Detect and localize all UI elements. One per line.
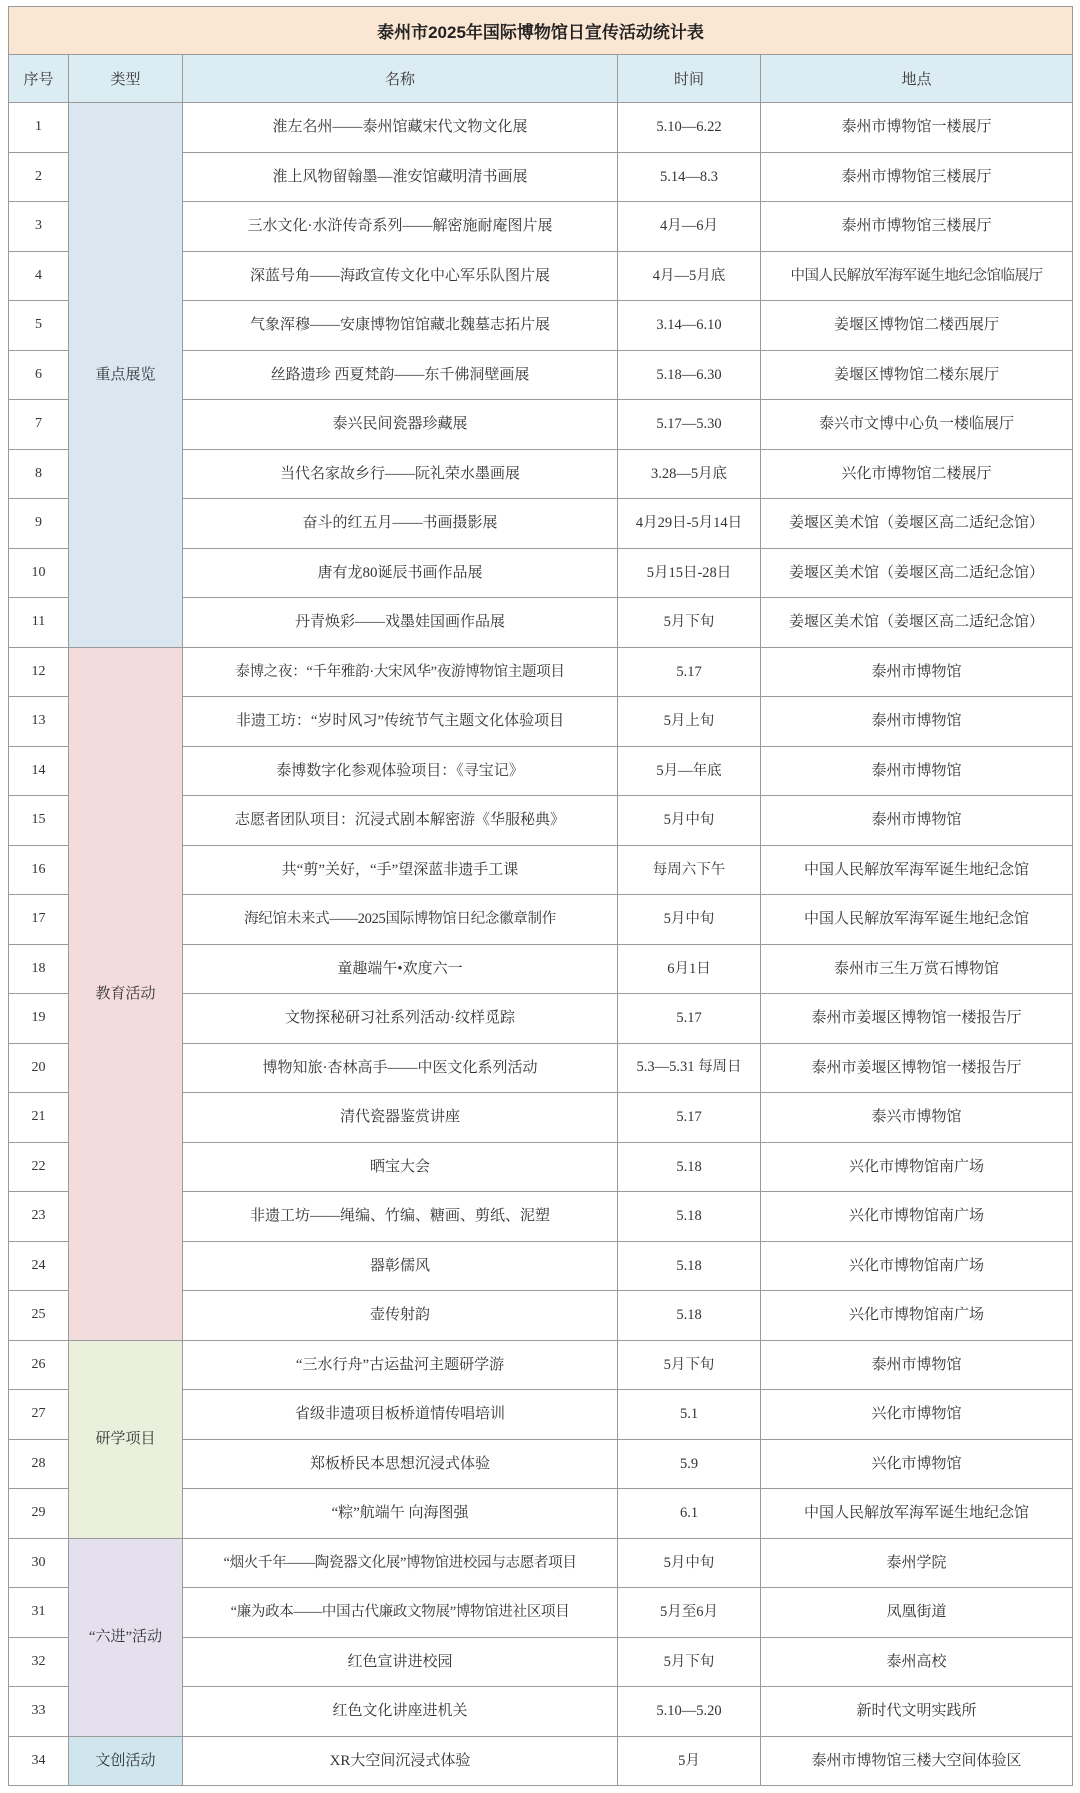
activity-name: 丹青焕彩——戏墨娃国画作品展 [183, 598, 618, 648]
row-index: 23 [9, 1192, 69, 1242]
activity-name: 清代瓷器鉴赏讲座 [183, 1093, 618, 1143]
row-index: 2 [9, 152, 69, 202]
activity-time: 5月 [618, 1736, 761, 1786]
activity-time: 5月上旬 [618, 697, 761, 747]
activity-time: 5.9 [618, 1439, 761, 1489]
activity-time: 6月1日 [618, 944, 761, 994]
activity-location: 泰州市博物馆三楼大空间体验区 [761, 1736, 1073, 1786]
activity-name: 唐有龙80诞辰书画作品展 [183, 548, 618, 598]
activity-time: 4月—6月 [618, 202, 761, 252]
activity-location: 兴化市博物馆南广场 [761, 1241, 1073, 1291]
table-row [9, 1736, 1073, 1786]
activity-location: 泰州高校 [761, 1637, 1073, 1687]
row-index: 19 [9, 994, 69, 1044]
activity-table [8, 6, 1073, 1786]
activity-location: 泰州市博物馆 [761, 796, 1073, 846]
activity-location: 兴化市博物馆 [761, 1390, 1073, 1440]
row-index: 32 [9, 1637, 69, 1687]
table-row [9, 1340, 1073, 1390]
activity-time: 4月29日-5月14日 [618, 499, 761, 549]
activity-time: 5.1 [618, 1390, 761, 1440]
activity-name: 红色文化讲座进机关 [183, 1687, 618, 1737]
row-index: 28 [9, 1439, 69, 1489]
activity-location: 凤凰街道 [761, 1588, 1073, 1638]
table-row [9, 103, 1073, 153]
activity-time: 4月—5月底 [618, 251, 761, 301]
category-cell: 教育活动 [69, 647, 183, 1340]
row-index: 10 [9, 548, 69, 598]
activity-name: 气象浑穆——安康博物馆馆藏北魏墓志拓片展 [183, 301, 618, 351]
activity-location: 兴化市博物馆南广场 [761, 1142, 1073, 1192]
category-cell: 文创活动 [69, 1736, 183, 1786]
activity-name: 壶传射韵 [183, 1291, 618, 1341]
row-index: 21 [9, 1093, 69, 1143]
activity-location: 中国人民解放军海军诞生地纪念馆 [761, 1489, 1073, 1539]
activity-time: 5月至6月 [618, 1588, 761, 1638]
activity-name: 共“剪”关好，“手”望深蓝非遗手工课 [183, 845, 618, 895]
row-index: 1 [9, 103, 69, 153]
statistics-sheet [8, 6, 1072, 1786]
row-index: 5 [9, 301, 69, 351]
activity-time: 5.18 [618, 1192, 761, 1242]
activity-location: 泰州市博物馆一楼展厅 [761, 103, 1073, 153]
activity-location: 泰兴市博物馆 [761, 1093, 1073, 1143]
activity-name: 郑板桥民本思想沉浸式体验 [183, 1439, 618, 1489]
header-name: 名称 [183, 55, 618, 103]
activity-location: 兴化市博物馆南广场 [761, 1291, 1073, 1341]
activity-location: 泰州市博物馆 [761, 1340, 1073, 1390]
activity-name: 红色宣讲进校园 [183, 1637, 618, 1687]
activity-time: 5月15日-28日 [618, 548, 761, 598]
activity-time: 5月中旬 [618, 895, 761, 945]
row-index: 13 [9, 697, 69, 747]
row-index: 12 [9, 647, 69, 697]
activity-location: 姜堰区美术馆（姜堰区高二适纪念馆） [761, 548, 1073, 598]
activity-time: 5.17 [618, 994, 761, 1044]
activity-location: 泰州市博物馆 [761, 746, 1073, 796]
row-index: 34 [9, 1736, 69, 1786]
activity-location: 中国人民解放军海军诞生地纪念馆临展厅 [761, 251, 1073, 301]
activity-location: 泰州学院 [761, 1538, 1073, 1588]
activity-name: 博物知旅·杏林高手——中医文化系列活动 [183, 1043, 618, 1093]
activity-location: 泰州市博物馆 [761, 697, 1073, 747]
activity-time: 6.1 [618, 1489, 761, 1539]
activity-name: 丝路遗珍 西夏梵韵——东千佛洞壁画展 [183, 350, 618, 400]
row-index: 4 [9, 251, 69, 301]
row-index: 30 [9, 1538, 69, 1588]
activity-name: 泰兴民间瓷器珍藏展 [183, 400, 618, 450]
activity-time: 5月下旬 [618, 1637, 761, 1687]
activity-location: 中国人民解放军海军诞生地纪念馆 [761, 895, 1073, 945]
row-index: 8 [9, 449, 69, 499]
title-row [9, 7, 1073, 55]
activity-name: “烟火千年——陶瓷器文化展”博物馆进校园与志愿者项目 [183, 1538, 618, 1588]
activity-location: 泰州市博物馆 [761, 647, 1073, 697]
activity-name: “廉为政本——中国古代廉政文物展”博物馆进社区项目 [183, 1588, 618, 1638]
header-index: 序号 [9, 55, 69, 103]
row-index: 6 [9, 350, 69, 400]
activity-time: 5.3—5.31 每周日 [618, 1043, 761, 1093]
activity-location: 泰州市姜堰区博物馆一楼报告厅 [761, 994, 1073, 1044]
activity-location: 兴化市博物馆 [761, 1439, 1073, 1489]
activity-time: 5月—年底 [618, 746, 761, 796]
activity-name: 文物探秘研习社系列活动·纹样觅踪 [183, 994, 618, 1044]
activity-time: 5.17 [618, 647, 761, 697]
activity-name: 奋斗的红五月——书画摄影展 [183, 499, 618, 549]
activity-time: 5月下旬 [618, 598, 761, 648]
activity-time: 5.10—6.22 [618, 103, 761, 153]
activity-time: 5.14—8.3 [618, 152, 761, 202]
activity-time: 5月下旬 [618, 1340, 761, 1390]
row-index: 7 [9, 400, 69, 450]
row-index: 22 [9, 1142, 69, 1192]
header-row [9, 55, 1073, 103]
activity-location: 姜堰区博物馆二楼西展厅 [761, 301, 1073, 351]
activity-name: 器彰儒风 [183, 1241, 618, 1291]
activity-name: 当代名家故乡行——阮礼荣水墨画展 [183, 449, 618, 499]
activity-location: 泰州市姜堰区博物馆一楼报告厅 [761, 1043, 1073, 1093]
activity-time: 5月中旬 [618, 1538, 761, 1588]
table-title: 泰州市2025年国际博物馆日宣传活动统计表 [9, 7, 1073, 55]
activity-time: 5.18—6.30 [618, 350, 761, 400]
category-cell: 重点展览 [69, 103, 183, 648]
activity-name: “三水行舟”古运盐河主题研学游 [183, 1340, 618, 1390]
row-index: 25 [9, 1291, 69, 1341]
row-index: 15 [9, 796, 69, 846]
activity-location: 新时代文明实践所 [761, 1687, 1073, 1737]
activity-name: 淮上风物留翰墨—淮安馆藏明清书画展 [183, 152, 618, 202]
activity-time: 3.14—6.10 [618, 301, 761, 351]
activity-time: 5.18 [618, 1142, 761, 1192]
activity-time: 5.17 [618, 1093, 761, 1143]
row-index: 14 [9, 746, 69, 796]
activity-name: 海纪馆未来式——2025国际博物馆日纪念徽章制作 [183, 895, 618, 945]
activity-time: 5.17—5.30 [618, 400, 761, 450]
activity-location: 中国人民解放军海军诞生地纪念馆 [761, 845, 1073, 895]
activity-location: 姜堰区美术馆（姜堰区高二适纪念馆） [761, 499, 1073, 549]
activity-name: 非遗工坊：“岁时风习”传统节气主题文化体验项目 [183, 697, 618, 747]
row-index: 9 [9, 499, 69, 549]
activity-name: 晒宝大会 [183, 1142, 618, 1192]
category-cell: 研学项目 [69, 1340, 183, 1538]
row-index: 17 [9, 895, 69, 945]
activity-name: 泰博数字化参观体验项目：《寻宝记》 [183, 746, 618, 796]
activity-time: 每周六下午 [618, 845, 761, 895]
row-index: 33 [9, 1687, 69, 1737]
row-index: 16 [9, 845, 69, 895]
activity-location: 泰州市博物馆三楼展厅 [761, 152, 1073, 202]
table-body [9, 103, 1073, 1786]
activity-name: 童趣端午•欢度六一 [183, 944, 618, 994]
activity-name: 淮左名州——泰州馆藏宋代文物文化展 [183, 103, 618, 153]
activity-name: 泰博之夜：“千年雅韵·大宋风华”夜游博物馆主题项目 [183, 647, 618, 697]
activity-location: 兴化市博物馆二楼展厅 [761, 449, 1073, 499]
activity-location: 泰兴市文博中心负一楼临展厅 [761, 400, 1073, 450]
row-index: 29 [9, 1489, 69, 1539]
table-row [9, 1538, 1073, 1588]
activity-time: 5.18 [618, 1241, 761, 1291]
header-time: 时间 [618, 55, 761, 103]
activity-time: 5月中旬 [618, 796, 761, 846]
activity-name: 非遗工坊——绳编、竹编、糖画、剪纸、泥塑 [183, 1192, 618, 1242]
row-index: 18 [9, 944, 69, 994]
table-row [9, 647, 1073, 697]
row-index: 31 [9, 1588, 69, 1638]
activity-name: 志愿者团队项目：沉浸式剧本解密游《华服秘典》 [183, 796, 618, 846]
activity-name: 深蓝号角——海政宣传文化中心军乐队图片展 [183, 251, 618, 301]
activity-time: 3.28—5月底 [618, 449, 761, 499]
activity-location: 泰州市三生万赏石博物馆 [761, 944, 1073, 994]
activity-name: XR大空间沉浸式体验 [183, 1736, 618, 1786]
activity-name: 三水文化·水浒传奇系列——解密施耐庵图片展 [183, 202, 618, 252]
row-index: 26 [9, 1340, 69, 1390]
row-index: 3 [9, 202, 69, 252]
activity-location: 姜堰区博物馆二楼东展厅 [761, 350, 1073, 400]
row-index: 24 [9, 1241, 69, 1291]
header-category: 类型 [69, 55, 183, 103]
activity-location: 兴化市博物馆南广场 [761, 1192, 1073, 1242]
row-index: 20 [9, 1043, 69, 1093]
activity-time: 5.10—5.20 [618, 1687, 761, 1737]
activity-time: 5.18 [618, 1291, 761, 1341]
row-index: 27 [9, 1390, 69, 1440]
row-index: 11 [9, 598, 69, 648]
category-cell: “六进”活动 [69, 1538, 183, 1736]
activity-location: 泰州市博物馆三楼展厅 [761, 202, 1073, 252]
activity-location: 姜堰区美术馆（姜堰区高二适纪念馆） [761, 598, 1073, 648]
activity-name: “粽”航端午 向海图强 [183, 1489, 618, 1539]
header-location: 地点 [761, 55, 1073, 103]
activity-name: 省级非遗项目板桥道情传唱培训 [183, 1390, 618, 1440]
